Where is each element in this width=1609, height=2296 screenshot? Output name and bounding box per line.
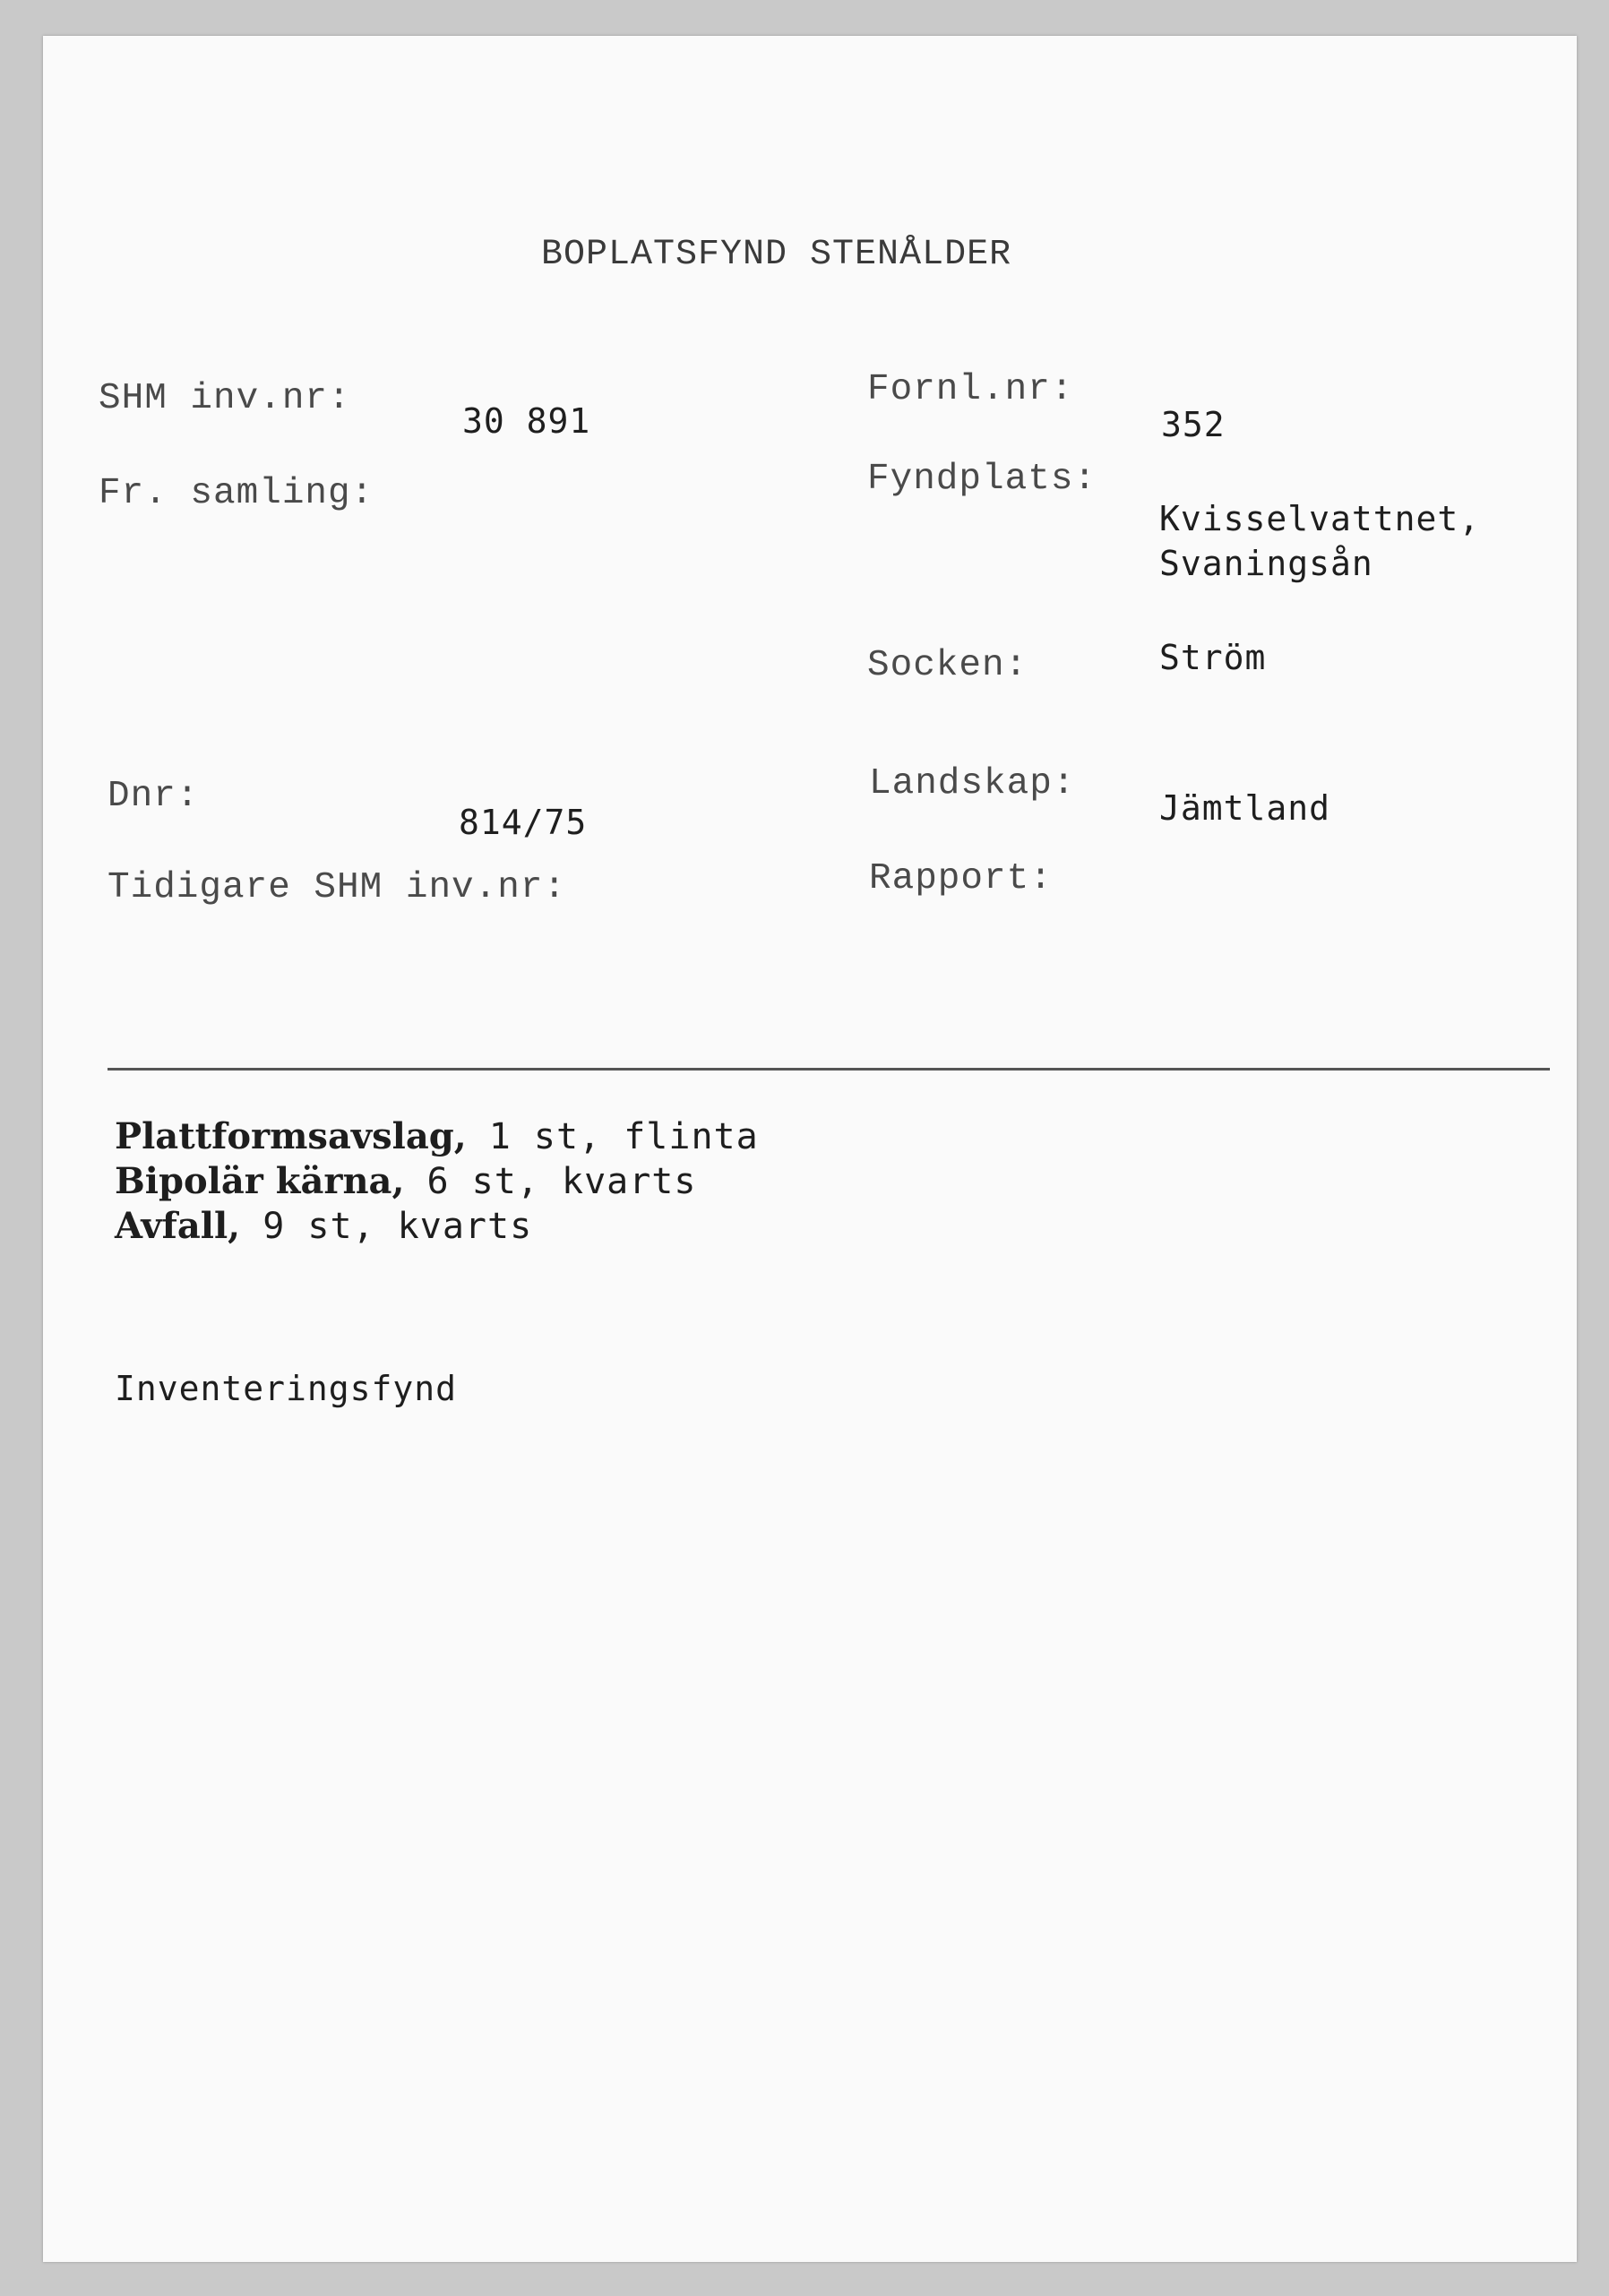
fyndplats-label: Fyndplats: xyxy=(867,459,1097,500)
landskap-value: Jämtland xyxy=(1159,788,1331,828)
shm-inv-nr-label: SHM inv.nr: xyxy=(99,378,351,419)
socken-label: Socken: xyxy=(867,645,1028,686)
card-title: BOPLATSFYND STENÅLDER xyxy=(541,235,1012,275)
fyndplats-line-2: Svaningsån xyxy=(1159,544,1373,583)
find-name: Avfall, xyxy=(115,1205,241,1247)
find-detail: 9 st, kvarts xyxy=(240,1206,533,1247)
shm-inv-nr-value: 30 891 xyxy=(462,401,591,441)
find-detail: 1 st, flinta xyxy=(466,1116,759,1157)
note-text: Inventeringsfynd xyxy=(115,1369,458,1408)
find-item xyxy=(115,1114,759,1159)
find-name: Plattformsavslag, xyxy=(115,1115,467,1157)
index-card xyxy=(43,36,1577,2262)
fyndplats-line-1: Kvisselvattnet, xyxy=(1159,499,1481,538)
dnr-value: 814/75 xyxy=(459,803,588,842)
find-name: Bipolär kärna, xyxy=(115,1160,405,1202)
divider-line xyxy=(108,1068,1550,1071)
find-item xyxy=(115,1159,759,1204)
landskap-label: Landskap: xyxy=(869,763,1076,804)
tidigare-shm-inv-nr-label: Tidigare SHM inv.nr: xyxy=(108,867,567,908)
finds-list xyxy=(115,1114,759,1249)
fornl-nr-label: Fornl.nr: xyxy=(867,369,1074,410)
find-detail: 6 st, kvarts xyxy=(404,1161,697,1202)
rapport-label: Rapport: xyxy=(869,858,1053,899)
fyndplats-value xyxy=(1159,496,1480,586)
fr-samling-label: Fr. samling: xyxy=(99,473,374,514)
socken-value: Ström xyxy=(1159,638,1267,677)
find-item xyxy=(115,1204,759,1249)
fornl-nr-value: 352 xyxy=(1161,405,1226,444)
dnr-label: Dnr: xyxy=(108,776,200,817)
